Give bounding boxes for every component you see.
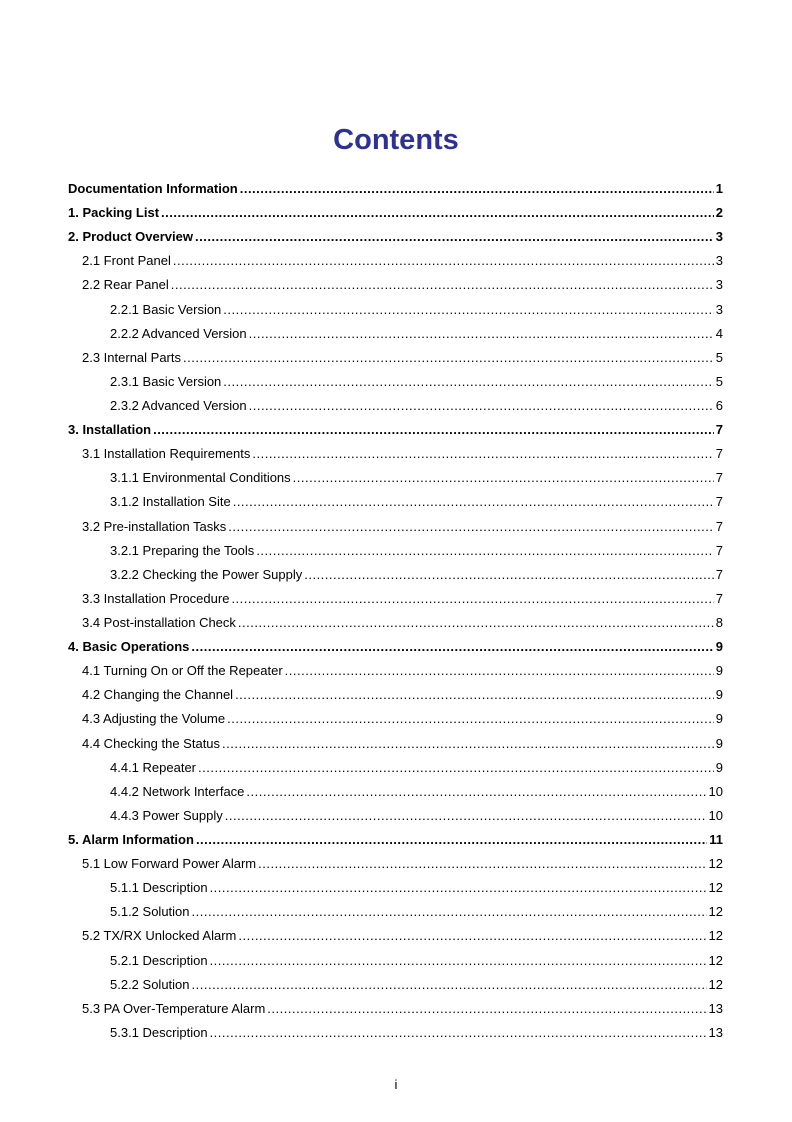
- toc-entry-page-number[interactable]: 9: [715, 687, 723, 703]
- toc-dot-leader: [249, 322, 714, 346]
- table-of-contents: [68, 177, 723, 1045]
- toc-entry-title[interactable]: 3.3 Installation Procedure: [82, 590, 230, 606]
- toc-entry-page-number[interactable]: 9: [715, 735, 723, 751]
- toc-dot-leader: [192, 900, 707, 924]
- toc-entry[interactable]: [68, 225, 723, 249]
- toc-entry[interactable]: [68, 1021, 723, 1045]
- toc-entry-title[interactable]: 2.3 Internal Parts: [82, 349, 181, 365]
- toc-entry-page-number[interactable]: 10: [708, 783, 723, 799]
- toc-entry[interactable]: [68, 900, 723, 924]
- toc-entry-page-number[interactable]: 3: [715, 253, 723, 269]
- toc-entry-title[interactable]: 5.3.1 Description: [110, 1024, 208, 1040]
- toc-entry[interactable]: [68, 539, 723, 563]
- toc-dot-leader: [210, 949, 707, 973]
- toc-entry-title[interactable]: 5.3 PA Over-Temperature Alarm: [82, 1000, 266, 1016]
- toc-entry-title[interactable]: 5. Alarm Information: [68, 831, 194, 847]
- toc-entry-page-number[interactable]: 10: [708, 807, 723, 823]
- toc-dot-leader: [238, 924, 706, 948]
- toc-dot-leader: [258, 852, 706, 876]
- toc-entry[interactable]: [68, 973, 723, 997]
- toc-dot-leader: [195, 225, 714, 249]
- page-number: i: [394, 1077, 398, 1092]
- toc-entry[interactable]: [68, 322, 723, 346]
- toc-entry-title[interactable]: 5.1.2 Solution: [110, 904, 190, 920]
- toc-dot-leader: [252, 442, 713, 466]
- toc-entry-page-number[interactable]: 7: [715, 566, 723, 582]
- toc-entry[interactable]: [68, 732, 723, 756]
- toc-entry-page-number[interactable]: 5: [715, 349, 723, 365]
- toc-entry-page-number[interactable]: 12: [708, 880, 723, 896]
- toc-entry[interactable]: [68, 611, 723, 635]
- toc-entry-page-number[interactable]: 12: [708, 952, 723, 968]
- toc-entry-page-number[interactable]: 7: [715, 494, 723, 510]
- toc-dot-leader: [198, 756, 714, 780]
- toc-dot-leader: [153, 418, 714, 442]
- toc-entry[interactable]: [68, 876, 723, 900]
- toc-entry[interactable]: [68, 804, 723, 828]
- toc-entry[interactable]: [68, 298, 723, 322]
- toc-dot-leader: [267, 997, 706, 1021]
- toc-entry[interactable]: [68, 466, 723, 490]
- toc-dot-leader: [231, 587, 713, 611]
- toc-entry-page-number[interactable]: 7: [715, 518, 723, 534]
- toc-dot-leader: [222, 732, 714, 756]
- toc-entry[interactable]: [68, 852, 723, 876]
- toc-entry-title[interactable]: 4.2 Changing the Channel: [82, 687, 234, 703]
- toc-dot-leader: [246, 780, 706, 804]
- toc-entry-title[interactable]: 4.3 Adjusting the Volume: [82, 711, 226, 727]
- toc-dot-leader: [304, 563, 714, 587]
- toc-entry[interactable]: [68, 370, 723, 394]
- toc-entry-title[interactable]: 4.4.1 Repeater: [110, 759, 197, 775]
- toc-entry-title[interactable]: 4.4.2 Network Interface: [110, 783, 245, 799]
- toc-dot-leader: [183, 346, 714, 370]
- toc-entry-page-number[interactable]: 3: [715, 229, 723, 245]
- toc-entry-title[interactable]: 2.2.2 Advanced Version: [110, 325, 247, 341]
- toc-dot-leader: [191, 635, 713, 659]
- toc-entry[interactable]: [68, 659, 723, 683]
- toc-entry-page-number[interactable]: 12: [708, 904, 723, 920]
- toc-entry-title[interactable]: 5.1 Low Forward Power Alarm: [82, 856, 257, 872]
- toc-dot-leader: [249, 394, 714, 418]
- toc-entry-title[interactable]: 3.1 Installation Requirements: [82, 446, 251, 462]
- toc-entry-title[interactable]: 3.1.1 Environmental Conditions: [110, 470, 291, 486]
- toc-entry[interactable]: [68, 177, 723, 201]
- toc-entry-page-number[interactable]: 3: [715, 301, 723, 317]
- toc-dot-leader: [293, 466, 714, 490]
- toc-entry-page-number[interactable]: 7: [715, 590, 723, 606]
- toc-entry[interactable]: [68, 707, 723, 731]
- toc-entry[interactable]: [68, 515, 723, 539]
- toc-entry[interactable]: [68, 394, 723, 418]
- toc-entry[interactable]: [68, 587, 723, 611]
- toc-dot-leader: [228, 515, 713, 539]
- toc-entry-page-number[interactable]: 5: [715, 373, 723, 389]
- toc-entry-title[interactable]: 4.4 Checking the Status: [82, 735, 221, 751]
- toc-entry[interactable]: [68, 273, 723, 297]
- toc-entry-title[interactable]: 3.2.2 Checking the Power Supply: [110, 566, 303, 582]
- page-title: Contents: [333, 124, 459, 156]
- toc-dot-leader: [256, 539, 713, 563]
- toc-entry[interactable]: [68, 949, 723, 973]
- toc-entry[interactable]: [68, 828, 723, 852]
- toc-entry-title[interactable]: 4.4.3 Power Supply: [110, 807, 223, 823]
- toc-entry-page-number[interactable]: 12: [708, 976, 723, 992]
- toc-dot-leader: [196, 828, 707, 852]
- toc-entry[interactable]: [68, 563, 723, 587]
- toc-dot-leader: [171, 273, 714, 297]
- toc-entry[interactable]: [68, 346, 723, 370]
- toc-dot-leader: [223, 298, 713, 322]
- toc-entry-page-number[interactable]: 13: [708, 1000, 723, 1016]
- toc-entry-title[interactable]: 2.2 Rear Panel: [82, 277, 169, 293]
- toc-entry-title[interactable]: 5.2.1 Description: [110, 952, 208, 968]
- toc-entry[interactable]: [68, 249, 723, 273]
- toc-entry-page-number[interactable]: 12: [708, 928, 723, 944]
- toc-entry[interactable]: [68, 780, 723, 804]
- toc-entry-page-number[interactable]: 9: [715, 759, 723, 775]
- toc-entry-page-number[interactable]: 7: [715, 446, 723, 462]
- toc-entry-page-number[interactable]: 7: [715, 422, 723, 438]
- toc-entry-title[interactable]: 5.2 TX/RX Unlocked Alarm: [82, 928, 237, 944]
- toc-entry-title[interactable]: 2. Product Overview: [68, 229, 193, 245]
- toc-entry[interactable]: [68, 418, 723, 442]
- toc-entry-title[interactable]: 3.2 Pre-installation Tasks: [82, 518, 227, 534]
- toc-entry[interactable]: [68, 924, 723, 948]
- toc-entry-page-number[interactable]: 1: [715, 181, 723, 196]
- toc-entry-page-number[interactable]: 13: [708, 1024, 723, 1040]
- toc-entry-page-number[interactable]: 6: [715, 397, 723, 413]
- toc-entry-title[interactable]: 2.3.1 Basic Version: [110, 373, 222, 389]
- toc-entry[interactable]: [68, 201, 723, 225]
- toc-dot-leader: [210, 1021, 707, 1045]
- toc-entry-page-number[interactable]: 9: [715, 639, 723, 655]
- toc-dot-leader: [233, 490, 714, 514]
- toc-entry-title[interactable]: 2.3.2 Advanced Version: [110, 397, 247, 413]
- toc-entry-page-number[interactable]: 7: [715, 542, 723, 558]
- toc-dot-leader: [235, 683, 714, 707]
- toc-entry-title[interactable]: 3.2.1 Preparing the Tools: [110, 542, 255, 558]
- toc-entry-title[interactable]: 3. Installation: [68, 422, 152, 438]
- toc-entry-title[interactable]: Documentation Information: [68, 181, 238, 196]
- toc-entry[interactable]: [68, 683, 723, 707]
- toc-entry-page-number[interactable]: 12: [708, 856, 723, 872]
- toc-dot-leader: [225, 804, 707, 828]
- toc-entry-page-number[interactable]: 2: [715, 205, 723, 221]
- toc-entry-title[interactable]: 4. Basic Operations: [68, 639, 190, 655]
- toc-entry-title[interactable]: 4.1 Turning On or Off the Repeater: [82, 663, 283, 679]
- toc-dot-leader: [240, 177, 714, 201]
- toc-entry-page-number[interactable]: 4: [715, 325, 723, 341]
- toc-entry[interactable]: [68, 442, 723, 466]
- toc-entry-page-number[interactable]: 7: [715, 470, 723, 486]
- toc-dot-leader: [227, 707, 714, 731]
- toc-entry-title[interactable]: 2.2.1 Basic Version: [110, 301, 222, 317]
- toc-entry[interactable]: [68, 756, 723, 780]
- toc-dot-leader: [285, 659, 714, 683]
- toc-dot-leader: [192, 973, 707, 997]
- toc-entry[interactable]: [68, 635, 723, 659]
- toc-entry-page-number[interactable]: 9: [715, 663, 723, 679]
- toc-entry-title[interactable]: 2.1 Front Panel: [82, 253, 171, 269]
- toc-entry-title[interactable]: 5.2.2 Solution: [110, 976, 190, 992]
- toc-entry-page-number[interactable]: 3: [715, 277, 723, 293]
- toc-dot-leader: [223, 370, 713, 394]
- toc-entry-page-number[interactable]: 9: [715, 711, 723, 727]
- toc-entry-title[interactable]: 5.1.1 Description: [110, 880, 208, 896]
- toc-entry-title[interactable]: 3.4 Post-installation Check: [82, 614, 236, 630]
- toc-entry-page-number[interactable]: 8: [715, 614, 723, 630]
- toc-entry-page-number[interactable]: 11: [709, 831, 723, 847]
- toc-dot-leader: [161, 201, 714, 225]
- toc-entry-title[interactable]: 3.1.2 Installation Site: [110, 494, 231, 510]
- toc-entry-title[interactable]: 1. Packing List: [68, 205, 160, 221]
- toc-dot-leader: [173, 249, 714, 273]
- toc-dot-leader: [210, 876, 707, 900]
- toc-entry[interactable]: [68, 997, 723, 1021]
- toc-dot-leader: [238, 611, 714, 635]
- toc-entry[interactable]: [68, 490, 723, 514]
